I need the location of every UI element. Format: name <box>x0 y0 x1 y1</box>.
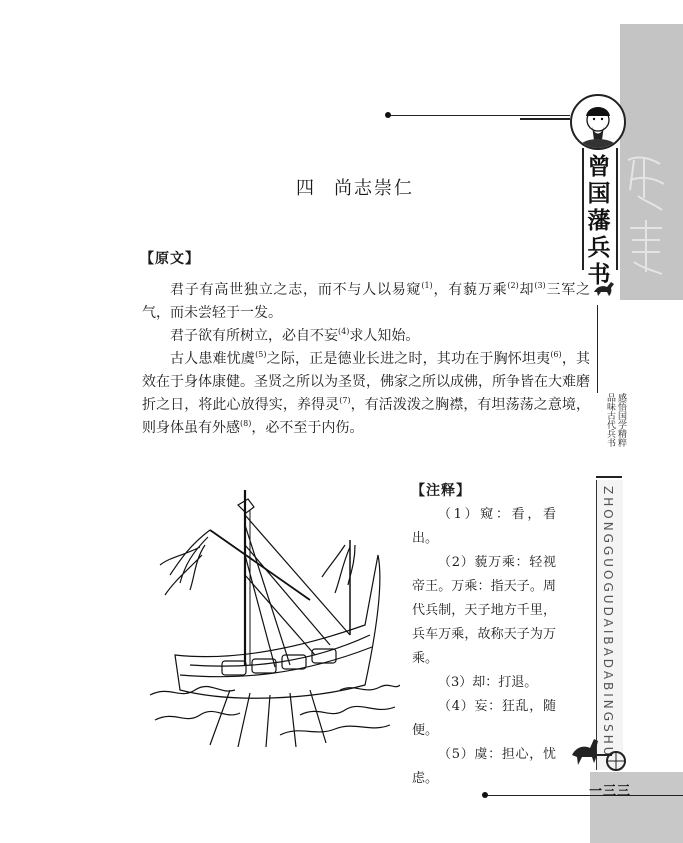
text-segment: 却 <box>518 282 535 298</box>
text-segment: 之际，正是德业长进之时，其功在于胸怀坦夷 <box>266 351 551 367</box>
section-title-text: 尚志崇仁 <box>334 178 414 199</box>
original-text-label: 【原文】 <box>140 251 200 267</box>
note-marker: (4) <box>338 327 350 336</box>
note-item: （2）藐万乘：轻视帝王。万乘：指天子。周代兵制，天子地方千里，兵车万乘，故称天子为万乘。 <box>412 555 556 666</box>
original-paragraph <box>142 325 590 348</box>
original-text-body <box>142 279 590 440</box>
ship-illustration <box>150 485 400 747</box>
note-marker: (3) <box>534 281 546 290</box>
horse-icon <box>591 278 617 298</box>
note-item: （4）妄：狂乱，随便。 <box>412 699 556 738</box>
note-marker: (5) <box>255 350 267 359</box>
notes-body <box>412 503 556 791</box>
book-title-char: 国 <box>587 181 611 207</box>
text-segment: 古人患难忧虞 <box>170 351 256 367</box>
text-segment: ，其效在于身体康健。圣贤之所以为圣贤，佛家之所以成佛，所争皆在大难磨折之日，将此心放得实，养得灵 <box>142 351 591 413</box>
sidebar-vertical-rule <box>597 305 598 393</box>
note-marker: (7) <box>339 396 351 405</box>
book-title <box>586 154 612 289</box>
notes-label: 【注释】 <box>411 483 471 499</box>
book-title-char: 兵 <box>587 235 611 261</box>
note-item: （5）虞：担心，忧虑。 <box>412 747 556 786</box>
book-title-char: 书 <box>587 262 611 288</box>
pinyin-text: ZHONGGUOGUDAIBADABINGSHU <box>601 486 615 759</box>
series-line: 品味古代兵书 <box>605 393 615 447</box>
top-rule-arrow <box>520 118 570 120</box>
text-segment: 君子欲有所树立，必自不妄 <box>170 328 338 344</box>
horse-chariot-icon <box>568 733 628 773</box>
seal-calligraphy <box>620 150 672 280</box>
note-marker: (2) <box>507 281 519 290</box>
note-item: （1）窥：看，看出。 <box>412 507 556 546</box>
note-marker: (8) <box>240 419 252 428</box>
top-rule <box>388 115 570 116</box>
text-segment: 求人知始。 <box>349 328 420 344</box>
sidebar-rule-mid <box>596 476 622 478</box>
section-title <box>260 174 450 200</box>
page-number: 一三三 <box>588 784 631 799</box>
text-segment: ，有活泼泼之胸襟，有坦荡荡之意境，则身体虽有外感 <box>142 397 591 436</box>
text-segment: ，有藐万乘 <box>432 282 508 298</box>
original-paragraph <box>142 279 590 325</box>
book-title-char: 藩 <box>587 208 611 234</box>
original-paragraph <box>142 348 590 440</box>
top-rule-dot <box>385 112 391 118</box>
text-segment: 君子有高世独立之志，而不与人以易窥 <box>170 282 422 298</box>
text-segment: ，必不至于内伤。 <box>251 420 364 436</box>
bottom-rule-dot <box>482 792 488 798</box>
series-line: 感悟国学精粹 <box>616 393 626 447</box>
book-title-char: 曾 <box>587 154 611 180</box>
author-portrait <box>570 94 626 150</box>
text-segment: 三军之气，而未尝轻于一发。 <box>142 282 591 321</box>
note-marker: (1) <box>421 281 433 290</box>
note-item: （3）却：打退。 <box>438 675 538 690</box>
section-number: 四 <box>296 178 316 199</box>
note-marker: (6) <box>550 350 562 359</box>
series-title <box>604 393 626 473</box>
